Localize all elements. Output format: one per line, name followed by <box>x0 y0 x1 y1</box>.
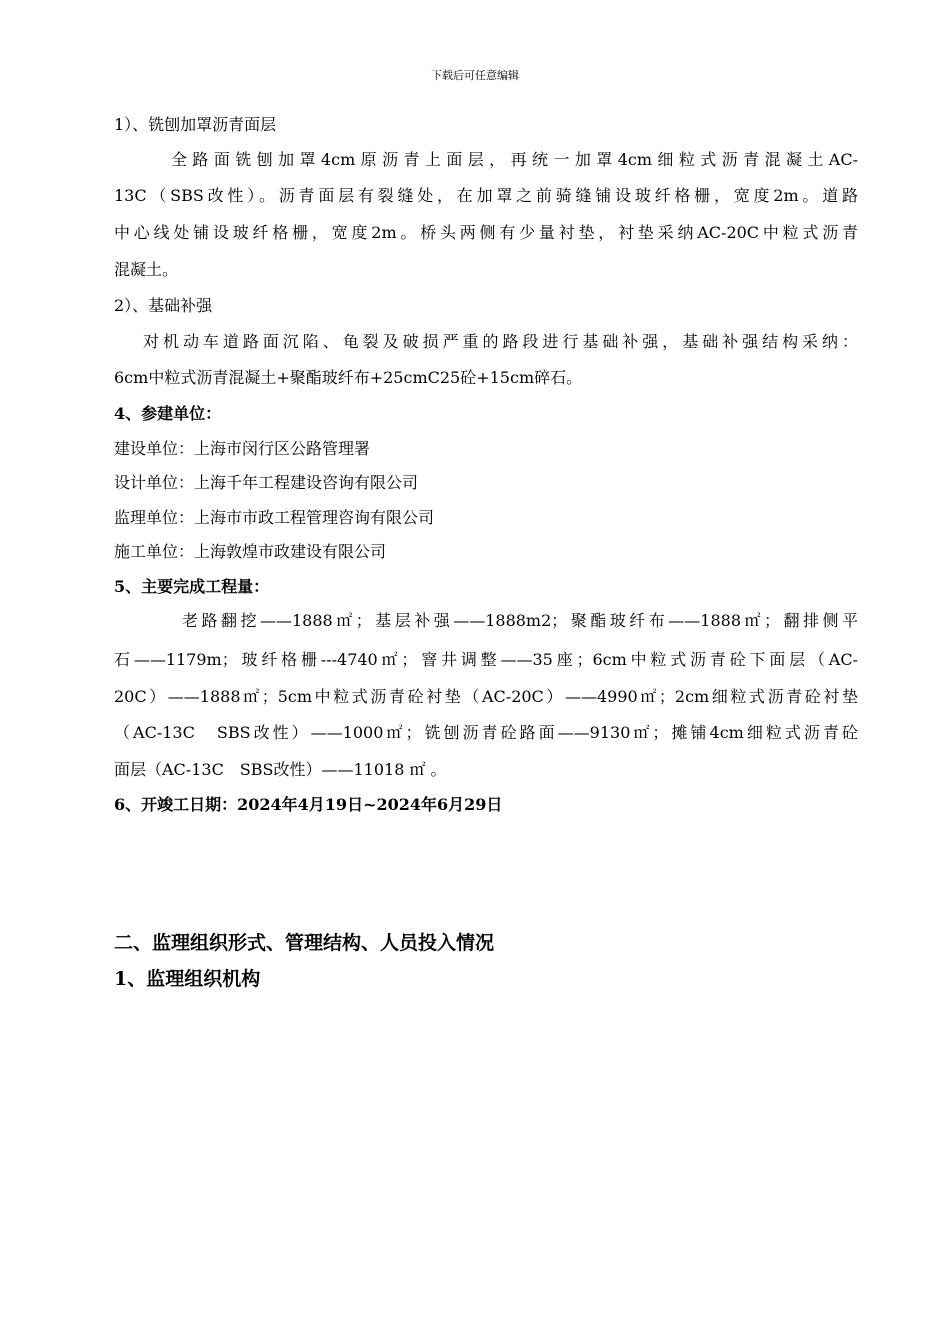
unit-supervision: 监理单位：上海市市政工程管理咨询有限公司 <box>114 508 435 527</box>
section-2-line-2: 6cm中粒式沥青混凝土+聚酯玻纤布+25cmC25砼+15cm碎石。 <box>114 368 583 387</box>
section-2-line-1: 对机动车道路面沉陷、龟裂及破损严重的路段进行基础补强，基础补强结构采纳： <box>143 332 858 351</box>
section-5-line-4: （AC-13C SBS改性）——1000㎡；铣刨沥青砼路面——9130㎡；摊铺4cm细粒式沥青砼 <box>114 723 858 742</box>
unit-contractor: 施工单位：上海敦煌市政建设有限公司 <box>114 542 387 561</box>
section-5-line-3: 20C）——1888㎡；5cm中粒式沥青砼衬垫（AC-20C）——4990㎡；2cm细粒式沥青砼衬垫 <box>114 687 858 706</box>
unit-construction: 建设单位：上海市闵行区公路管理署 <box>114 439 371 458</box>
section-1-line-3: 中心线处铺设玻纤格栅，宽度2m。桥头两侧有少量衬垫，衬垫采纳AC-20C中粒式沥青 <box>114 223 858 242</box>
chapter-2-subtitle: 1、监理组织机构 <box>114 968 261 990</box>
section-2-title: 2）、基础补强 <box>114 296 213 315</box>
section-1-title: 1）、铣刨加罩沥青面层 <box>114 115 277 134</box>
section-5-line-5: 面层（AC-13C SBS改性）——11018 ㎡ 。 <box>114 760 447 779</box>
section-1-line-2: 13C（SBS改性）。沥青面层有裂缝处，在加罩之前骑缝铺设玻纤格栅，宽度2m。道路 <box>114 186 858 205</box>
section-5-line-1: 老路翻挖——1888㎡；基层补强——1888m2；聚酯玻纤布——1888㎡；翻排侧平 <box>182 611 858 630</box>
section-1-line-4: 混凝土。 <box>114 260 179 279</box>
section-5-title: 5、主要完成工程量： <box>114 577 270 596</box>
unit-design: 设计单位：上海千年工程建设咨询有限公司 <box>114 473 419 492</box>
chapter-2-title: 二、监理组织形式、管理结构、人员投入情况 <box>114 932 495 954</box>
section-5-line-2: 石——1179m；玻纤格栅---4740㎡；窨井调整——35座；6cm中粒式沥青砼下面层（AC- <box>114 650 858 669</box>
page-header: 下载后可任意编辑 <box>431 69 519 82</box>
section-4-title: 4、参建单位： <box>114 404 222 423</box>
section-6-dates: 6、开竣工日期：2024年4月19日~2024年6月29日 <box>114 795 503 814</box>
section-1-line-1: 全路面铣刨加罩4cm原沥青上面层，再统一加罩4cm细粒式沥青混凝土AC- <box>171 150 858 169</box>
